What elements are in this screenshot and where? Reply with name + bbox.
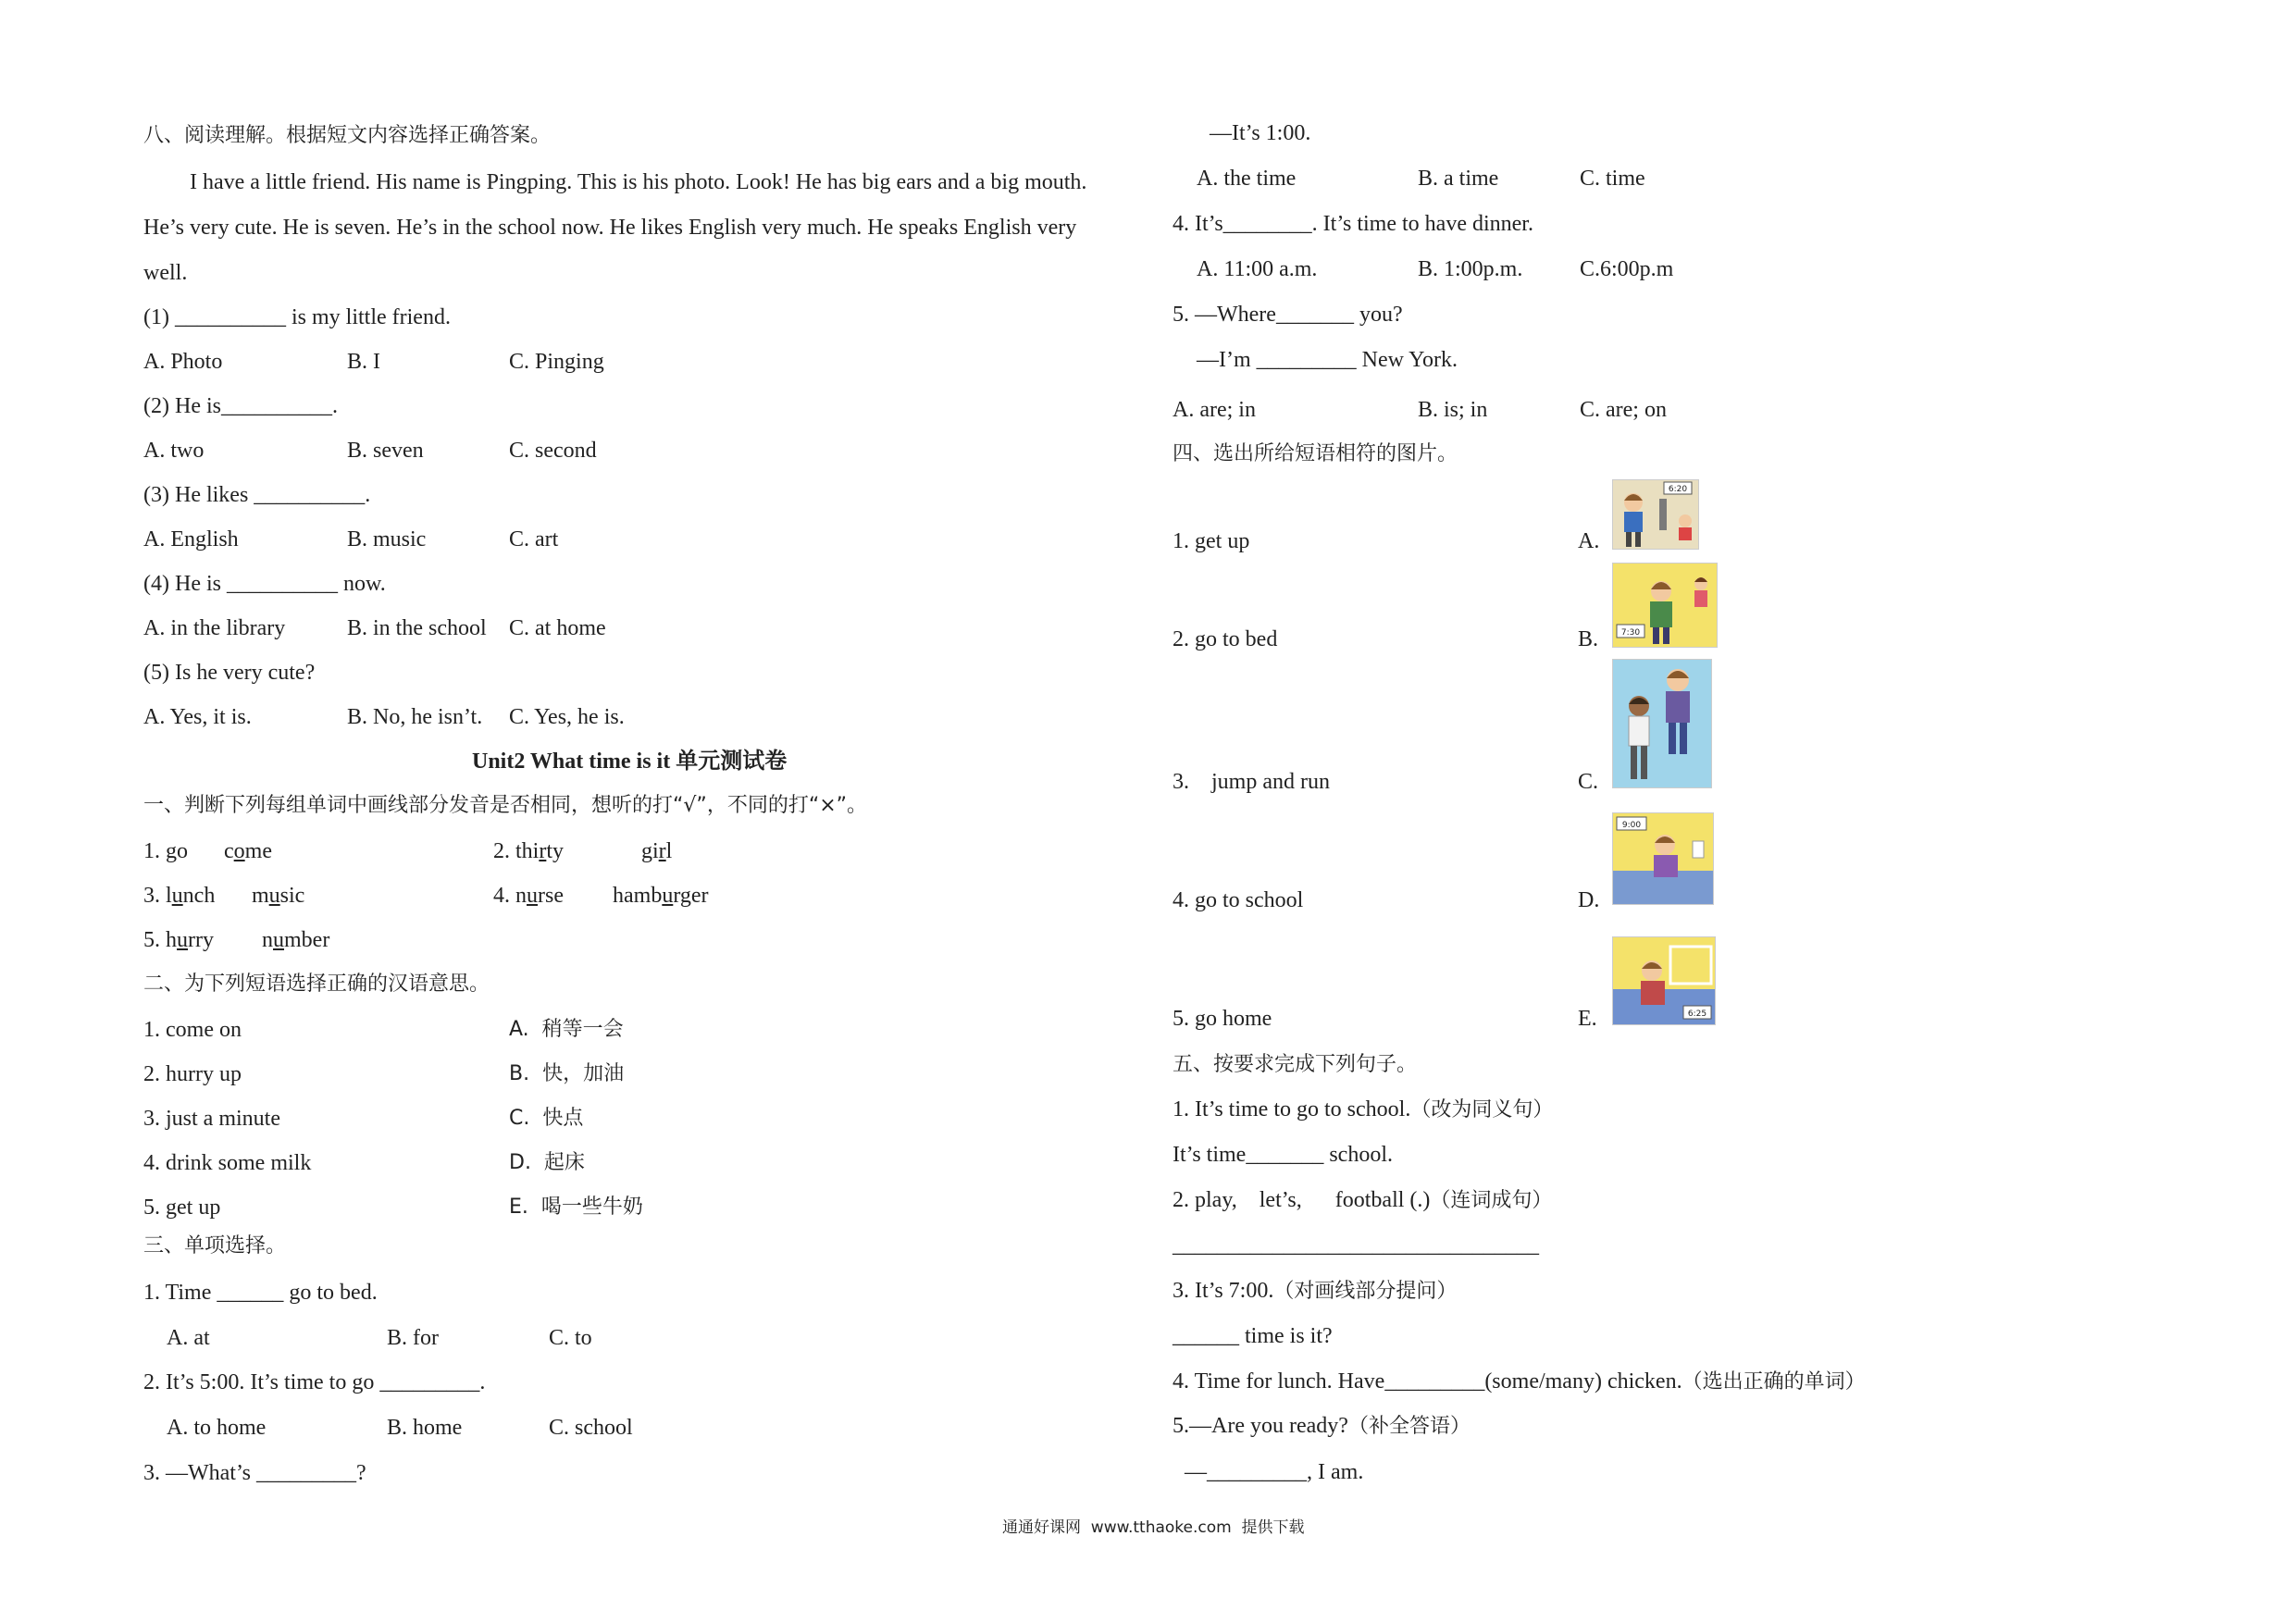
reading-option-c: C. at home <box>509 616 606 640</box>
match-phrase: 4. go to school <box>1173 888 1304 912</box>
task-answer-line: —_________, I am. <box>1185 1460 1364 1484</box>
svg-text:6:25: 6:25 <box>1687 1010 1707 1019</box>
mc-option-c: C. are; on <box>1580 398 1667 422</box>
mc-question: 1. Time ______ go to bed. <box>143 1281 378 1305</box>
mc-question: 4. It’s________. It’s time to have dinner. <box>1173 212 1533 236</box>
reading-question: (5) Is he very cute? <box>143 661 316 685</box>
passage-line-1: I have a little friend. His name is Pingping. This is his photo. Look! He has big ears and a big mouth. <box>190 170 1087 194</box>
match-phrase: 2. go to bed <box>1173 627 1278 651</box>
phrase-en: 5. get up <box>143 1196 221 1220</box>
phrase-cn: B. 快，加油 <box>509 1062 625 1085</box>
section-4-title: 四、选出所给短语相符的图片。 <box>1173 442 1458 465</box>
section-5-title: 五、按要求完成下列句子。 <box>1173 1053 1418 1076</box>
picture-b <box>1612 563 1718 648</box>
phrase-cn: E. 喝一些牛奶 <box>509 1196 643 1219</box>
cartoon-kids-illustration <box>1613 564 1717 647</box>
phrase-en: 4. drink some milk <box>143 1151 312 1175</box>
picture-a <box>1612 479 1699 550</box>
svg-text:7:30: 7:30 <box>1620 628 1641 638</box>
task-sentence: 5.—Are you ready?（补全答语） <box>1173 1414 1471 1438</box>
reading-option-c: C. Pinging <box>509 350 604 374</box>
phonics-item: 4. nurse <box>493 884 564 908</box>
task-sentence: 3. It’s 7:00.（对画线部分提问） <box>1173 1279 1458 1303</box>
mc-option-b: B. a time <box>1418 167 1499 191</box>
cartoon-kids-illustration <box>1613 480 1698 549</box>
reading-option-b: B. in the school <box>347 616 487 640</box>
mc-option-b: B. home <box>387 1416 463 1440</box>
mc-option-b: B. 1:00p.m. <box>1418 257 1523 281</box>
task-sentence: 1. It’s time to go to school.（改为同义句） <box>1173 1097 1554 1121</box>
picture-d <box>1612 812 1714 905</box>
phonics-item: 5. hurry <box>143 928 214 952</box>
match-letter: A. <box>1578 529 1600 553</box>
reading-option-a: A. in the library <box>143 616 286 640</box>
mc-option-a: A. 11:00 a.m. <box>1197 257 1318 281</box>
mc-answer-line: —It’s 1:00. <box>1210 121 1311 145</box>
section-2-title: 二、为下列短语选择正确的汉语意思。 <box>143 973 490 996</box>
task-sentence: 2. play, let’s, football (.)（连词成句） <box>1173 1188 1553 1212</box>
picture-e <box>1612 936 1716 1025</box>
unit-title: Unit2 What time is it 单元测试卷 <box>472 750 788 774</box>
reading-option-a: A. two <box>143 439 205 463</box>
section-1-title: 一、判断下列每组单词中画线部分发音是否相同，想听的打“√”，不同的打“×”。 <box>143 794 868 817</box>
phonics-item: girl <box>641 839 673 863</box>
reading-option-c: C. art <box>509 527 559 551</box>
svg-text:6:20: 6:20 <box>1668 485 1688 494</box>
svg-text:9:00: 9:00 <box>1621 821 1642 830</box>
reading-option-c: C. Yes, he is. <box>509 705 625 729</box>
match-phrase: 5. go home <box>1173 1007 1272 1031</box>
page-footer: 通通好课网 www.tthaoke.com 提供下载 <box>1002 1518 1305 1537</box>
phrase-cn: D. 起床 <box>509 1151 585 1174</box>
mc-option-c: C. school <box>549 1416 633 1440</box>
reading-option-b: B. seven <box>347 439 424 463</box>
mc-option-c: C.6:00p.m <box>1580 257 1674 281</box>
section-3-title: 三、单项选择。 <box>143 1234 287 1258</box>
mc-option-a: A. the time <box>1197 167 1297 191</box>
match-letter: C. <box>1578 770 1599 794</box>
phrase-cn: C. 快点 <box>509 1107 584 1130</box>
reading-option-b: B. music <box>347 527 427 551</box>
phonics-item: hamburger <box>613 884 709 908</box>
task-answer-line: ______ time is it? <box>1173 1324 1333 1348</box>
mc-option-a: A. are; in <box>1173 398 1256 422</box>
task-sentence: 4. Time for lunch. Have_________(some/many) chicken.（选出正确的单词） <box>1173 1369 1866 1394</box>
phonics-item: 2. thirty <box>493 839 565 863</box>
reading-option-a: A. Photo <box>143 350 223 374</box>
reading-option-a: A. English <box>143 527 239 551</box>
cartoon-kids-illustration <box>1613 660 1711 787</box>
phonics-item: music <box>252 884 305 908</box>
phonics-item: 3. lunch <box>143 884 216 908</box>
mc-question: 3. —What’s _________? <box>143 1461 366 1485</box>
cartoon-kids-illustration <box>1613 813 1713 904</box>
reading-option-b: B. I <box>347 350 380 374</box>
match-letter: D. <box>1578 888 1600 912</box>
phonics-item: come <box>224 839 272 863</box>
mc-question-cont: —I’m _________ New York. <box>1197 348 1458 372</box>
reading-option-b: B. No, he isn’t. <box>347 705 483 729</box>
match-letter: B. <box>1578 627 1599 651</box>
section-8-title: 八、阅读理解。根据短文内容选择正确答案。 <box>143 124 552 147</box>
mc-option-c: C. to <box>549 1326 592 1350</box>
mc-option-b: B. for <box>387 1326 439 1350</box>
reading-question: (2) He is__________. <box>143 394 338 418</box>
phrase-en: 3. just a minute <box>143 1107 280 1131</box>
mc-option-a: A. to home <box>167 1416 267 1440</box>
reading-question: (3) He likes __________. <box>143 483 371 507</box>
picture-c <box>1612 659 1712 788</box>
passage-line-3: well. <box>143 261 188 285</box>
phrase-en: 1. come on <box>143 1018 242 1042</box>
match-phrase: 1. get up <box>1173 529 1250 553</box>
phrase-en: 2. hurry up <box>143 1062 242 1086</box>
mc-question: 5. —Where_______ you? <box>1173 303 1403 327</box>
mc-option-b: B. is; in <box>1418 398 1488 422</box>
mc-option-c: C. time <box>1580 167 1645 191</box>
reading-question: (1) __________ is my little friend. <box>143 305 451 329</box>
task-answer-line: It’s time_______ school. <box>1173 1143 1393 1167</box>
phrase-cn: A. 稍等一会 <box>509 1018 624 1041</box>
reading-option-a: A. Yes, it is. <box>143 705 252 729</box>
match-phrase: 3. jump and run <box>1173 770 1330 794</box>
cartoon-kids-illustration <box>1613 937 1715 1024</box>
match-letter: E. <box>1578 1007 1597 1031</box>
reading-question: (4) He is __________ now. <box>143 572 386 596</box>
phonics-item: number <box>262 928 330 952</box>
phonics-item: 1. go <box>143 839 188 863</box>
task-answer-line: _________________________________ <box>1173 1233 1539 1258</box>
passage-line-2: He’s very cute. He is seven. He’s in the school now. He likes English very much. He speaks English very <box>143 216 1077 240</box>
mc-option-a: A. at <box>167 1326 210 1350</box>
reading-option-c: C. second <box>509 439 597 463</box>
mc-question: 2. It’s 5:00. It’s time to go _________. <box>143 1370 486 1394</box>
